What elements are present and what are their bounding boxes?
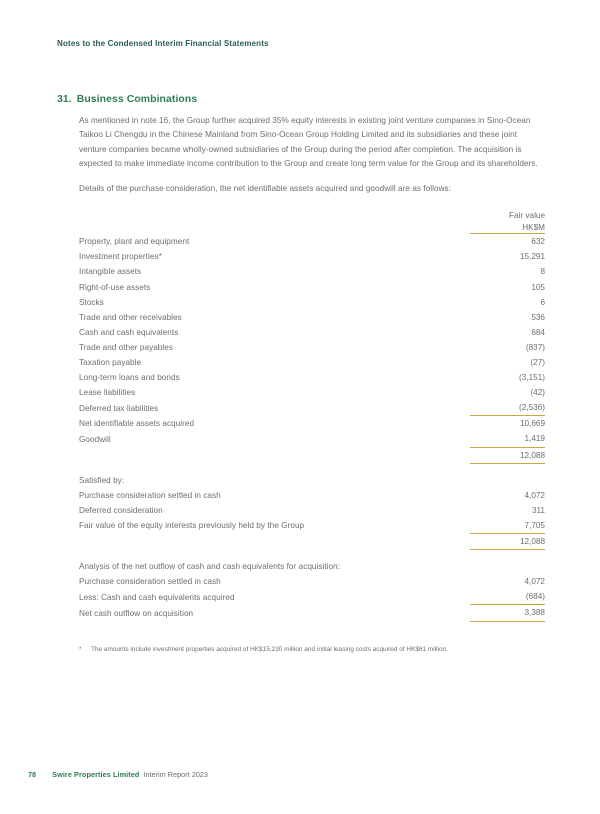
row-label [79, 534, 470, 550]
intro-paragraph: As mentioned in note 16, the Group further acquired 35% equity interests in existing joint venture companies in Sino-Ocean Taikoo Li Chengdu in the Chinese Mainland from Sino-Ocean Group Holding Limited and its subsidiaries and these joint venture companies became wholly-owned subsidiaries of the Group during the period after completion. The acquisition is expected to make immediate income contribution to the Group and create long term value for the Group and its shareholders. [79, 116, 538, 168]
row-label: Stocks [79, 297, 104, 307]
table-spacer [79, 550, 545, 560]
colhead-line2: HK$M [522, 222, 545, 232]
row-label: Fair value of the equity interests previously held by the Group [79, 521, 305, 531]
page-number: 78 [28, 770, 37, 779]
table-row [79, 431, 545, 447]
table-row [79, 340, 545, 355]
row-label: Trade and other payables [79, 342, 173, 352]
satisfied-by-heading-row [79, 473, 545, 488]
row-value: 8 [540, 267, 545, 277]
table-row-total [79, 534, 545, 550]
row-label: Net cash outflow on acquisition [79, 608, 194, 618]
row-label: Purchase consideration settled in cash [79, 577, 221, 587]
row-value: (3,151) [519, 373, 545, 383]
row-value: 632 [470, 234, 545, 250]
satisfied-by-heading-blank [470, 473, 545, 488]
row-label: Net identifiable assets acquired [79, 419, 195, 429]
net-outflow-heading-blank [470, 559, 545, 574]
row-value: 684 [531, 327, 545, 337]
report-title: Interim Report 2023 [143, 770, 208, 779]
table-row [79, 264, 545, 279]
footnote-marker: * [79, 646, 82, 653]
row-value: 536 [531, 312, 545, 322]
company-name: Swire Properties Limited [52, 770, 140, 779]
page-footer [28, 770, 208, 780]
row-value: (684) [525, 592, 545, 602]
table-row [79, 370, 545, 385]
table-row [79, 280, 545, 295]
row-value: 12,088 [470, 534, 545, 550]
satisfied-by-heading: Satisfied by: [79, 475, 125, 485]
table-column-header-row [79, 207, 545, 234]
row-value: (837) [525, 342, 545, 352]
row-value: 3,388 [470, 605, 545, 621]
net-outflow-heading-row [79, 559, 545, 574]
row-value: 6 [540, 297, 545, 307]
row-label [79, 447, 470, 463]
table-row-subtotal [79, 416, 545, 432]
row-label: Purchase consideration settled in cash [79, 490, 221, 500]
table-row [79, 503, 545, 518]
table-row [79, 518, 545, 534]
footnote [79, 645, 545, 654]
row-label: Cash and cash equivalents [79, 327, 179, 337]
row-label: Lease liabilities [79, 388, 136, 398]
row-value: 12,088 [470, 447, 545, 463]
row-label: Right-of-use assets [79, 282, 151, 292]
table-row [79, 234, 545, 250]
running-header: Notes to the Condensed Interim Financial Statements [57, 39, 269, 48]
row-value: 4,072 [524, 577, 545, 587]
row-label: Trade and other receivables [79, 312, 182, 322]
row-label: Property, plant and equipment [79, 237, 190, 247]
row-value: (27) [530, 358, 545, 367]
row-label: Less: Cash and cash equivalents acquired [79, 592, 235, 602]
table-row [79, 589, 545, 605]
fair-value-table [79, 207, 545, 621]
row-value: 7,705 [524, 520, 545, 530]
row-label: Investment properties* [79, 252, 162, 262]
row-value: 1,419 [524, 434, 545, 444]
section-heading [57, 94, 197, 105]
net-outflow-heading: Analysis of the net outflow of cash and cash equivalents for acquisition: [79, 562, 341, 572]
row-label: Taxation payable [79, 358, 142, 367]
table-row [79, 310, 545, 325]
section-title: Business Combinations [76, 94, 198, 105]
row-value: 105 [531, 282, 545, 292]
footnote-text: The amounts include investment properties acquired of HK$15,230 million and initial leasing costs acquired of HK$61 million. [91, 646, 449, 653]
row-label: Deferred tax liabilities [79, 403, 159, 413]
row-value: 15,291 [519, 252, 545, 262]
colhead-line1: Fair value [509, 211, 545, 221]
colhead-fair-value [470, 207, 545, 234]
row-label: Goodwill [79, 434, 111, 444]
row-value: 10,669 [470, 416, 545, 432]
details-paragraph: Details of the purchase consideration, the net identifiable assets acquired and goodwill are as follows: [79, 184, 452, 193]
row-label: Long-term loans and bonds [79, 373, 180, 383]
content-column [79, 114, 545, 622]
table-row [79, 400, 545, 416]
colhead-blank [79, 207, 470, 234]
table-row [79, 574, 545, 589]
table-row-total [79, 605, 545, 621]
table-row [79, 385, 545, 400]
row-value: (42) [530, 388, 545, 398]
table-row [79, 325, 545, 340]
table-row [79, 355, 545, 370]
table-row [79, 295, 545, 310]
section-number: 31. [57, 94, 72, 105]
table-row-total [79, 447, 545, 463]
row-label: Deferred consideration [79, 505, 163, 515]
table-row [79, 488, 545, 503]
row-value: (2,536) [519, 403, 545, 413]
table-spacer [79, 463, 545, 473]
row-value: 4,072 [524, 490, 545, 500]
row-value: 311 [531, 505, 545, 515]
row-label: Intangible assets [79, 267, 142, 277]
table-row [79, 249, 545, 264]
